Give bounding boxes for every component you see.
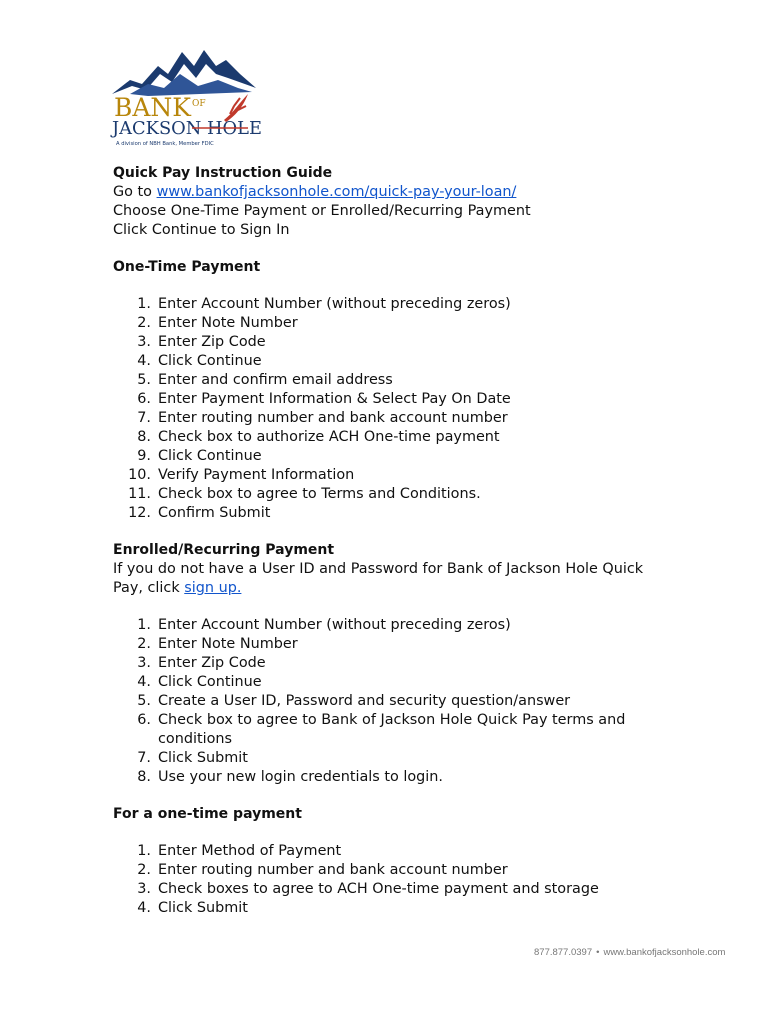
list-item-text: Click Continue <box>158 448 262 464</box>
mountain-logo-icon <box>108 44 268 156</box>
go-to-line <box>113 183 673 202</box>
list-item-number: 1. <box>137 617 151 633</box>
list-item-number: 3. <box>137 881 151 897</box>
list-item-text: Use your new login credentials to login. <box>158 769 443 785</box>
footer <box>534 947 725 958</box>
list-item-text: Confirm Submit <box>158 505 271 521</box>
list-item <box>113 485 673 504</box>
list-item-text: Enter Account Number (without preceding zeros) <box>158 617 511 633</box>
logo-of-text: OF <box>192 99 206 109</box>
one-time-payment-steps <box>113 842 673 918</box>
list-item <box>113 635 673 654</box>
list-item-number: 3. <box>137 655 151 671</box>
logo-jackson-hole-text: JACKSON HOLE <box>110 118 262 139</box>
enrolled-steps <box>113 616 673 787</box>
list-item <box>113 749 673 768</box>
list-item <box>113 692 673 711</box>
logo-bank-text: BANK <box>114 93 191 122</box>
guide-title: Quick Pay Instruction Guide <box>113 165 333 181</box>
logo-tagline: A division of NBH Bank, Member FDIC <box>116 141 214 147</box>
list-item-number: 5. <box>137 372 151 388</box>
list-item <box>113 673 673 692</box>
list-item-number: 2. <box>137 862 151 878</box>
list-item-text: Check box to agree to Terms and Conditions. <box>158 486 481 502</box>
list-item-text: Enter Payment Information & Select Pay On Date <box>158 391 511 407</box>
enrolled-intro-line2 <box>113 579 673 598</box>
list-item <box>113 447 673 466</box>
list-item <box>113 504 673 523</box>
list-item-text: Enter Account Number (without preceding zeros) <box>158 296 511 312</box>
list-item <box>113 616 673 635</box>
list-item-number: 11. <box>128 486 151 502</box>
list-item-text: Check boxes to agree to ACH One-time payment and storage <box>158 881 599 897</box>
footer-phone: 877.877.0397 <box>534 947 593 958</box>
list-item-text: Check box to agree to Bank of Jackson Hole Quick Pay terms and conditions <box>158 712 626 747</box>
choose-line: Choose One-Time Payment or Enrolled/Recurring Payment <box>113 203 531 219</box>
list-item <box>113 654 673 673</box>
list-item-number: 8. <box>137 769 151 785</box>
enrolled-intro-prefix: Pay, click <box>113 580 185 596</box>
list-item-number: 12. <box>128 505 151 521</box>
list-item-text: Click Continue <box>158 674 262 690</box>
instruction-guide <box>113 164 673 918</box>
list-item-number: 2. <box>137 636 151 652</box>
list-item <box>113 390 673 409</box>
list-item <box>113 314 673 333</box>
list-item-text: Enter Note Number <box>158 636 298 652</box>
list-item <box>113 352 673 371</box>
list-item-text: Click Submit <box>158 750 248 766</box>
list-item-number: 6. <box>137 391 151 407</box>
enrolled-intro-line1: If you do not have a User ID and Password for Bank of Jackson Hole Quick <box>113 561 644 577</box>
list-item-text: Enter routing number and bank account number <box>158 410 508 426</box>
list-item-number: 9. <box>137 448 151 464</box>
list-item <box>113 409 673 428</box>
list-item-number: 2. <box>137 315 151 331</box>
list-item-text: Enter Zip Code <box>158 334 266 350</box>
list-item-number: 3. <box>137 334 151 350</box>
list-item <box>113 768 673 787</box>
list-item-number: 4. <box>137 900 151 916</box>
list-item-text: Enter Note Number <box>158 315 298 331</box>
list-item <box>113 861 673 880</box>
list-item-number: 7. <box>137 410 151 426</box>
list-item-number: 6. <box>137 712 151 728</box>
list-item-text: Create a User ID, Password and security question/answer <box>158 693 571 709</box>
one-time-payment-heading: For a one-time payment <box>113 806 302 822</box>
bank-logo <box>108 44 268 156</box>
one-time-steps <box>113 295 673 523</box>
list-item-text: Check box to authorize ACH One-time payment <box>158 429 500 445</box>
list-item-text: Enter Method of Payment <box>158 843 342 859</box>
enrolled-heading: Enrolled/Recurring Payment <box>113 542 335 558</box>
list-item <box>113 295 673 314</box>
list-item-text: Enter Zip Code <box>158 655 266 671</box>
list-item <box>113 371 673 390</box>
quick-pay-link[interactable]: www.bankofjacksonhole.com/quick-pay-your-loan/ <box>156 184 517 200</box>
go-to-prefix: Go to <box>113 184 157 200</box>
footer-separator: • <box>596 947 600 958</box>
list-item <box>113 466 673 485</box>
list-item-number: 1. <box>137 843 151 859</box>
footer-website: www.bankofjacksonhole.com <box>603 947 726 958</box>
list-item-text: Click Submit <box>158 900 248 916</box>
list-item <box>113 842 673 861</box>
list-item-number: 10. <box>128 467 151 483</box>
list-item-text: Enter routing number and bank account number <box>158 862 508 878</box>
list-item <box>113 711 673 749</box>
continue-line: Click Continue to Sign In <box>113 222 290 238</box>
list-item-number: 5. <box>137 693 151 709</box>
list-item-number: 7. <box>137 750 151 766</box>
list-item <box>113 428 673 447</box>
one-time-heading: One-Time Payment <box>113 259 261 275</box>
list-item-number: 8. <box>137 429 151 445</box>
list-item-number: 4. <box>137 674 151 690</box>
list-item <box>113 880 673 899</box>
list-item-text: Verify Payment Information <box>158 467 355 483</box>
list-item-text: Enter and confirm email address <box>158 372 393 388</box>
list-item-text: Click Continue <box>158 353 262 369</box>
sign-up-link[interactable]: sign up. <box>184 580 242 596</box>
list-item-number: 4. <box>137 353 151 369</box>
list-item-number: 1. <box>137 296 151 312</box>
list-item <box>113 333 673 352</box>
list-item <box>113 899 673 918</box>
